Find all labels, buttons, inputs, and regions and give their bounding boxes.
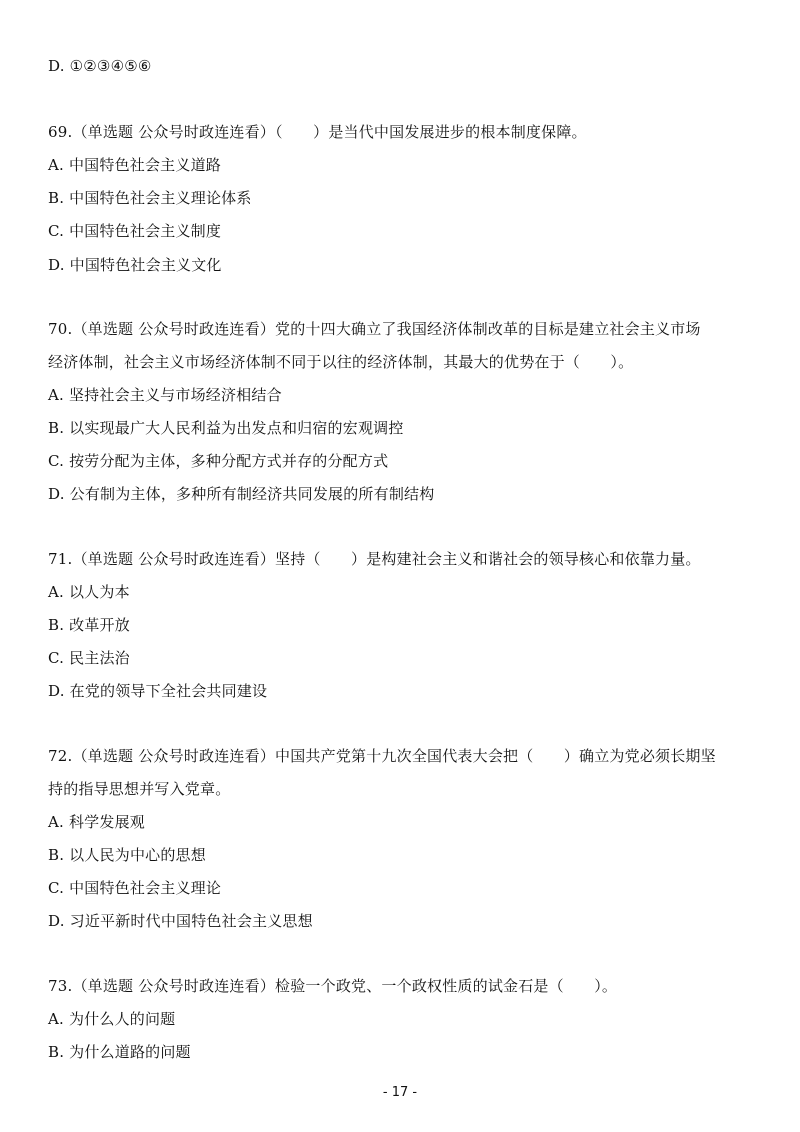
question-72-option-b: B. 以人民为中心的思想 — [48, 846, 206, 864]
question-71-option-c: C. 民主法治 — [48, 649, 130, 667]
question-73-text: 73.（单选题 公众号时政连连看）检验一个政党、一个政权性质的试金石是（ ）。 — [48, 977, 618, 995]
question-70-text-line-1: 70.（单选题 公众号时政连连看）党的十四大确立了我国经济体制改革的目标是建立社会主义市场 — [48, 320, 701, 338]
question-69-option-b: B. 中国特色社会主义理论体系 — [48, 189, 252, 207]
question-73-option-b: B. 为什么道路的问题 — [48, 1043, 191, 1061]
question-69-text: 69.（单选题 公众号时政连连看）（ ）是当代中国发展进步的根本制度保障。 — [48, 123, 587, 141]
page-number: - 17 - — [382, 1085, 418, 1100]
question-71-option-a: A. 以人为本 — [48, 583, 130, 601]
question-72-text-line-1: 72.（单选题 公众号时政连连看）中国共产党第十九次全国代表大会把（ ）确立为党必须长期坚 — [48, 747, 716, 765]
question-72-option-a: A. 科学发展观 — [48, 813, 145, 831]
question-69-option-d: D. 中国特色社会主义文化 — [48, 256, 222, 274]
question-72-option-c: C. 中国特色社会主义理论 — [48, 879, 222, 897]
question-72-text-line-2: 持的指导思想并写入党章。 — [48, 780, 231, 798]
question-69-option-c: C. 中国特色社会主义制度 — [48, 222, 222, 240]
question-69-option-a: A. 中国特色社会主义道路 — [48, 156, 221, 174]
question-70-option-c: C. 按劳分配为主体，多种分配方式并存的分配方式 — [48, 452, 389, 470]
question-71-option-b: B. 改革开放 — [48, 616, 130, 634]
question-73-option-a: A. 为什么人的问题 — [48, 1010, 176, 1028]
question-70-option-a: A. 坚持社会主义与市场经济相结合 — [48, 386, 282, 404]
question-71-option-d: D. 在党的领导下全社会共同建设 — [48, 682, 268, 700]
question-71-text: 71.（单选题 公众号时政连连看）坚持（ ）是构建社会主义和谐社会的领导核心和依靠力量。 — [48, 550, 701, 568]
option-d-previous: D. ①②③④⑤⑥ — [48, 57, 152, 75]
question-70-option-d: D. 公有制为主体，多种所有制经济共同发展的所有制结构 — [48, 485, 435, 503]
question-72-option-d: D. 习近平新时代中国特色社会主义思想 — [48, 912, 313, 930]
question-70-text-line-2: 经济体制，社会主义市场经济体制不同于以往的经济体制，其最大的优势在于（ ）。 — [48, 353, 634, 371]
question-70-option-b: B. 以实现最广大人民利益为出发点和归宿的宏观调控 — [48, 419, 404, 437]
